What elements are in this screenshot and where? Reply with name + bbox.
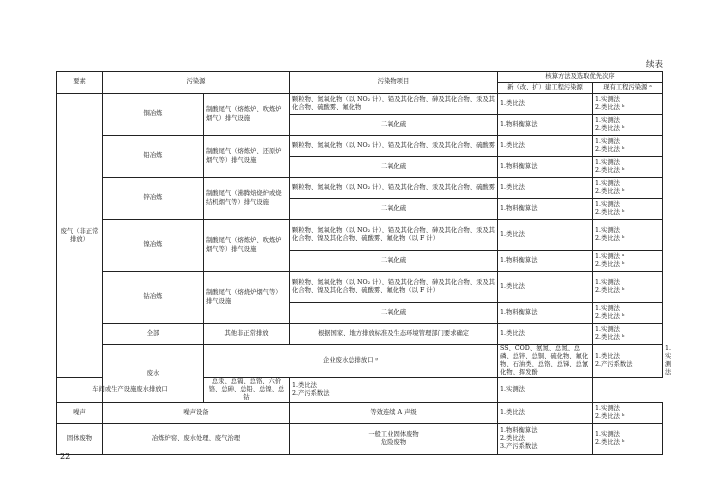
method-new-cell: 1.类比法 [498, 272, 593, 303]
pollutant-cell: 颗粒物、氮氧化物（以 NO₂ 计）、铅及其化合物、汞及其化合物、硫酸雾 [290, 178, 498, 199]
method-new-cell: 1.类比法 [498, 403, 593, 424]
pollution-accounting-table [56, 71, 672, 455]
method-new-cell: 1.类比法 [498, 324, 593, 345]
smelter-name: 钴冶炼 [103, 272, 204, 324]
pollutant-cell: 根据国家、地方排放标准及生态环境管理部门要求确定 [290, 324, 498, 345]
method-new-cell: 1.物料衡算法 [498, 303, 593, 324]
facility-cell: 其他非正常排放 [204, 324, 290, 345]
method-new-cell: 1.物料衡算法 2.类比法 3.产污系数法 [498, 424, 593, 455]
pollutant-cell: 二氧化硫 [290, 251, 498, 272]
pollutant-cell: 二氧化硫 [290, 303, 498, 324]
method-existing-cell: 1.实测法 2.类比法 ᵇ [593, 403, 663, 424]
method-existing-cell: 1.实测法 2.类比法 ᵇ [593, 324, 663, 345]
smelter-name: 铅冶炼 [103, 136, 204, 178]
pollutant-cell: 总汞、总镉、总铬、六价铬、总砷、总铅、总镍、总钴 [204, 378, 290, 403]
facility-cell: 制酸尾气（熔烧炉烟气等）排气设施 [204, 272, 290, 324]
element-solid-cell: 固体废物 [57, 424, 103, 455]
table-row: 废水 企业废水总排放口 ᵍ SS、COD、氨氮、总氮、总磷、总锌、总铜、硫化物、氟化物、石油类、总铬、总锑、总氰化物、挥发酚 1.类比法 2.产污系数法 1.实测法 [57, 345, 663, 378]
method-existing-cell: 1.实测法 2.类比法 ᵇ [593, 220, 663, 251]
facility-cell: 制酸尾气（熔炼炉、吹炼炉烟气）排气设施 [204, 94, 290, 136]
method-existing-cell: 1.实测法 2.类比法 ᵇ [593, 115, 663, 136]
pollutant-cell: 一般工业固体废物 危险废物 [290, 424, 498, 455]
continuation-label: 续表 [645, 60, 663, 70]
table-row [57, 220, 663, 251]
pollutant-cell: 等效连续 A 声级 [290, 403, 498, 424]
source-cell: 噪声设备 [103, 403, 290, 424]
header-method-group: 核算方法及选取优先次序 [498, 72, 663, 83]
facility-cell: 制酸尾气（沸腾焙烧炉或烧结机烟气等）排气设施 [204, 178, 290, 220]
pollutant-cell: 颗粒物、氮氧化物（以 NO₂ 计）、铅及其化合物、砷及其化合物、汞及其化合物、镍及其化合物、硫酸雾、氟化物（以 F 计） [290, 272, 498, 303]
header-pollutant: 污染物项目 [290, 72, 498, 94]
pollutant-cell: SS、COD、氨氮、总氮、总磷、总锌、总铜、硫化物、氟化物、石油类、总铬、总锑、总氰化物、挥发酚 [498, 345, 593, 378]
element-water-cell: 废水 [103, 345, 204, 403]
header-method-existing: 现有工程污染源 ᵃ [593, 83, 663, 94]
pollutant-cell: 颗粒物、氮氧化物（以 NO₂ 计）、铅及其化合物、汞及其化合物、硫酸雾 [290, 136, 498, 157]
method-new-cell: 1.类比法 [498, 220, 593, 251]
method-new-cell: 1.类比法 2.产污系数法 [593, 345, 663, 378]
smelter-name: 锌冶炼 [103, 178, 204, 220]
method-new-cell: 1.类比法 [498, 178, 593, 199]
table-row [57, 136, 663, 157]
page-number: 22 [60, 452, 71, 461]
header-source: 污染源 [103, 72, 290, 94]
method-new-cell: 1.物料衡算法 [498, 251, 593, 272]
source-cell: 车间或生产设施废水排放口 [57, 378, 204, 403]
method-new-cell: 1.类比法 2.产污系数法 [290, 378, 498, 403]
table-row [57, 324, 663, 345]
source-all: 全部 [103, 324, 204, 345]
header-method-new: 新（改、扩）建工程污染源 [498, 83, 593, 94]
method-existing-cell: 1.实测法 2.类比法 ᵇ [593, 303, 663, 324]
smelter-name: 铜冶炼 [103, 94, 204, 136]
source-cell: 企业废水总排放口 ᵍ [204, 345, 498, 378]
method-new-cell: 1.物料衡算法 [498, 115, 593, 136]
method-existing-cell: 1.实测法 2.类比法 ᵇ [593, 136, 663, 157]
facility-cell: 制酸尾气（熔炼炉、还原炉烟气等）排气设施 [204, 136, 290, 178]
method-existing-cell: 1.实测法 2.类比法 ᵇ [593, 157, 663, 178]
method-new-cell: 1.类比法 [498, 136, 593, 157]
method-existing-cell: 1.实测法 2.类比法 ᵇ [593, 424, 663, 455]
header-row-1 [57, 72, 663, 83]
element-gas-cell: 废气（非正常排放） [57, 94, 103, 378]
pollutant-cell: 二氧化硫 [290, 199, 498, 220]
method-new-cell: 1.物料衡算法 [498, 157, 593, 178]
table-row [57, 424, 663, 455]
method-existing-cell: 1.实测法 2.类比法 ᵇ [593, 94, 663, 115]
method-existing-cell: 1.实测法 [498, 378, 593, 403]
smelter-name: 镍冶炼 [103, 220, 204, 272]
pollutant-cell: 二氧化硫 [290, 115, 498, 136]
element-noise-cell: 噪声 [57, 403, 103, 424]
facility-cell: 制酸尾气（熔炼炉、吹炼炉烟气等）排气设施 [204, 220, 290, 272]
table-row [57, 178, 663, 199]
method-existing-cell: 1.实测法 2.类比法 ᵇ [593, 272, 663, 303]
method-existing-cell: 1.实测法 2.类比法 ᵇ [593, 178, 663, 199]
method-existing-cell: 1.实测法 2.类比法 ᵇ [593, 199, 663, 220]
table-row [57, 403, 663, 424]
table-row [57, 272, 663, 303]
source-cell: 冶炼炉窑、废水处理、废气治理 [103, 424, 290, 455]
pollutant-cell: 颗粒物、氮氧化物（以 NO₂ 计）、铅及其化合物、砷及其化合物、汞及其化合物、镍及其化合物、硫酸雾、氟化物（以 F 计） [290, 220, 498, 251]
pollutant-cell: 颗粒物、氮氧化物（以 NO₂ 计）、铅及其化合物、砷及其化合物、汞及其化合物、硫酸雾、氟化物 [290, 94, 498, 115]
table-row [57, 378, 663, 403]
method-new-cell: 1.物料衡算法 [498, 199, 593, 220]
header-element: 要素 [57, 72, 103, 94]
method-existing-cell: 1.实测法 ᵃ 2.类比法 ᵇ [593, 251, 663, 272]
pollutant-cell: 二氧化硫 [290, 157, 498, 178]
method-new-cell: 1.类比法 [498, 94, 593, 115]
table-row [57, 94, 663, 115]
